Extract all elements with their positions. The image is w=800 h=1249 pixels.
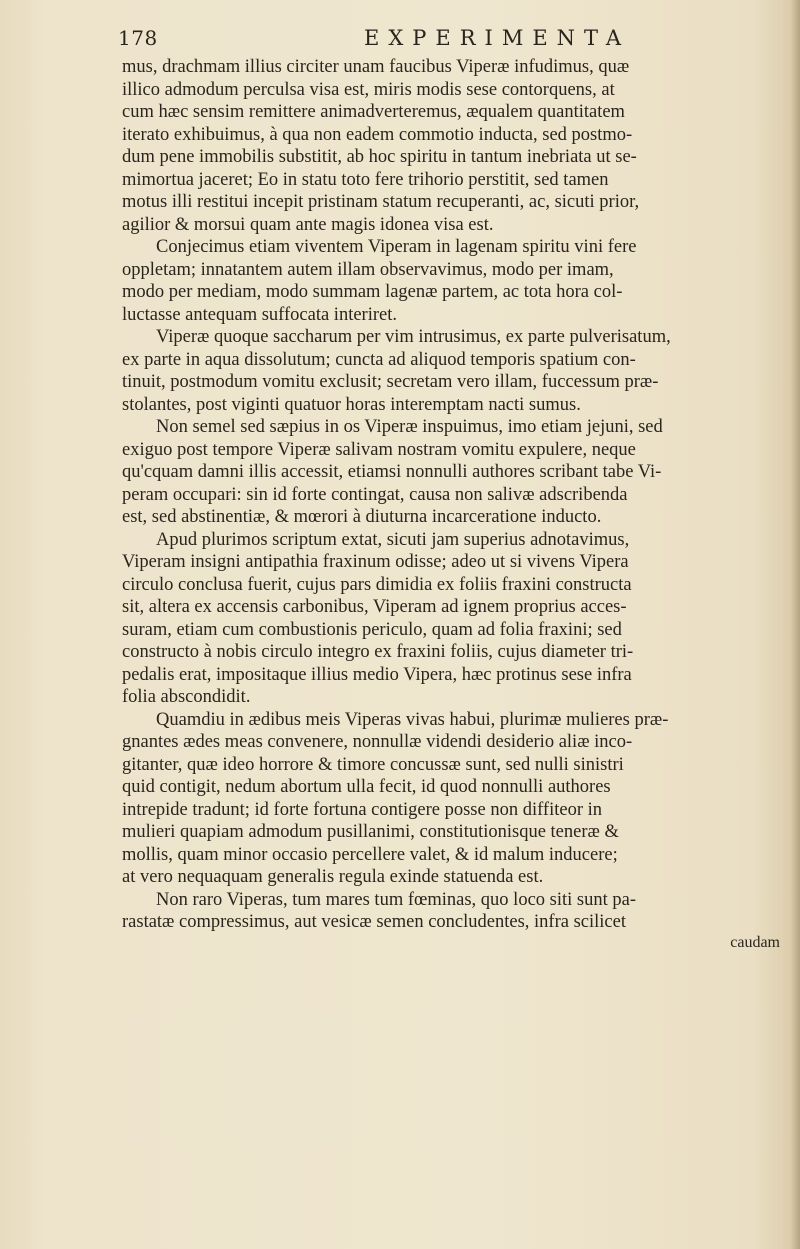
text-line: peram occupari: sin id forte contingat, causa non salivæ adscribenda bbox=[122, 484, 628, 505]
catchword: caudam bbox=[730, 933, 780, 951]
text-line: iterato exhibuimus, à qua non eadem commotio inducta, sed postmo- bbox=[122, 124, 633, 145]
text-line: exiguo post tempore Viperæ salivam nostram vomitu expulere, neque bbox=[122, 439, 636, 460]
page-edge-shadow bbox=[790, 0, 800, 1249]
text-line: stolantes, post viginti quatuor horas interemptam nacti sumus. bbox=[122, 394, 581, 415]
text-line: quid contigit, nedum abortum ulla fecit, id quod nonnulli authores bbox=[122, 777, 611, 797]
text-line: illico admodum perculsa visa est, miris modis sese contorquens, at bbox=[122, 79, 615, 100]
text-line: gnantes ædes meas convenere, nonnullæ videndi desiderio aliæ inco- bbox=[122, 732, 633, 752]
text-line: gitanter, quæ ideo horrore & timore concussæ sunt, sed nulli sinistri bbox=[122, 754, 624, 775]
paragraph-start-line: Apud plurimos scriptum extat, sicuti jam superius adnotavimus, bbox=[156, 529, 630, 550]
text-line: tinuit, postmodum vomitu exclusit; secretam vero illam, fuccessum præ- bbox=[122, 372, 659, 392]
text-line: mus, drachmam illius circiter unam faucibus Viperæ infudimus, quæ bbox=[122, 57, 630, 77]
text-line: at vero nequaquam generalis regula exinde statuenda est. bbox=[122, 867, 544, 887]
catchword-row bbox=[122, 934, 780, 957]
text-line: sit, altera ex accensis carbonibus, Viperam ad ignem proprius acces- bbox=[122, 597, 627, 617]
text-line: mulieri quapiam admodum pusillanimi, constitutionisque teneræ & bbox=[122, 822, 619, 842]
text-line: est, sed abstinentiæ, & mœrori à diuturna incarceratione inducto. bbox=[122, 507, 602, 527]
text-line: qu'cquam damni illis accessit, etiamsi nonnulli authores scribant tabe Vi- bbox=[122, 462, 662, 482]
page-number: 178 bbox=[118, 26, 158, 50]
text-line: rastatæ compressimus, aut vesicæ semen concludentes, infra scilicet bbox=[122, 912, 626, 932]
paragraph-start-line: Non semel sed sæpius in os Viperæ inspuimus, imo etiam jejuni, sed bbox=[156, 417, 663, 437]
text-line: dum pene immobilis substitit, ab hoc spiritu in tantum inebriata ut se- bbox=[122, 147, 637, 167]
paragraph-start-line: Non raro Viperas, tum mares tum fœminas, quo loco siti sunt pa- bbox=[156, 889, 636, 910]
text-line: mollis, quam minor occasio percellere valet, & id malum inducere; bbox=[122, 844, 618, 865]
text-line: intrepide tradunt; id forte fortuna contigere posse non diffiteor in bbox=[122, 799, 603, 820]
text-line: modo per mediam, modo summam lagenæ partem, ac tota hora col- bbox=[122, 282, 623, 302]
text-line: mimortua jaceret; Eo in statu toto fere trihorio perstitit, sed tamen bbox=[122, 169, 609, 190]
page-header bbox=[118, 26, 778, 54]
text-line: pedalis erat, impositaque illius medio Vipera, hæc protinus sese infra bbox=[122, 664, 632, 685]
text-line: suram, etiam cum combustionis periculo, quam ad folia fraxini; sed bbox=[122, 619, 622, 640]
paragraph-start-line: Conjecimus etiam viventem Viperam in lagenam spiritu vini fere bbox=[156, 237, 637, 257]
body-text bbox=[122, 56, 780, 956]
text-line: cum hæc sensim remittere animadverteremus, æqualem quantitatem bbox=[122, 102, 625, 122]
text-line: ex parte in aqua dissolutum; cuncta ad aliquod temporis spatium con- bbox=[122, 349, 636, 370]
text-line: circulo conclusa fuerit, cujus pars dimidia ex foliis fraxini constructa bbox=[122, 574, 632, 595]
text-line: folia abscondidit. bbox=[122, 687, 251, 707]
text-line: luctasse antequam suffocata interiret. bbox=[122, 304, 397, 325]
running-head: EXPERIMENTA bbox=[364, 26, 631, 50]
paragraph-start-line: Viperæ quoque saccharum per vim intrusimus, ex parte pulverisatum, bbox=[156, 327, 671, 347]
text-line: constructo à nobis circulo integro ex fraxini foliis, cujus diameter tri- bbox=[122, 642, 634, 662]
text-line: agilior & morsui quam ante magis idonea visa est. bbox=[122, 214, 494, 235]
text-line: Viperam insigni antipathia fraxinum odisse; adeo ut si vivens Vipera bbox=[122, 552, 629, 572]
paragraph-start-line: Quamdiu in ædibus meis Viperas vivas habui, plurimæ mulieres præ- bbox=[156, 709, 669, 730]
text-line: oppletam; innatantem autem illam observavimus, modo per imam, bbox=[122, 259, 614, 280]
text-line: motus illi restitui incepit pristinam statum recuperanti, ac, sicuti prior, bbox=[122, 192, 640, 212]
